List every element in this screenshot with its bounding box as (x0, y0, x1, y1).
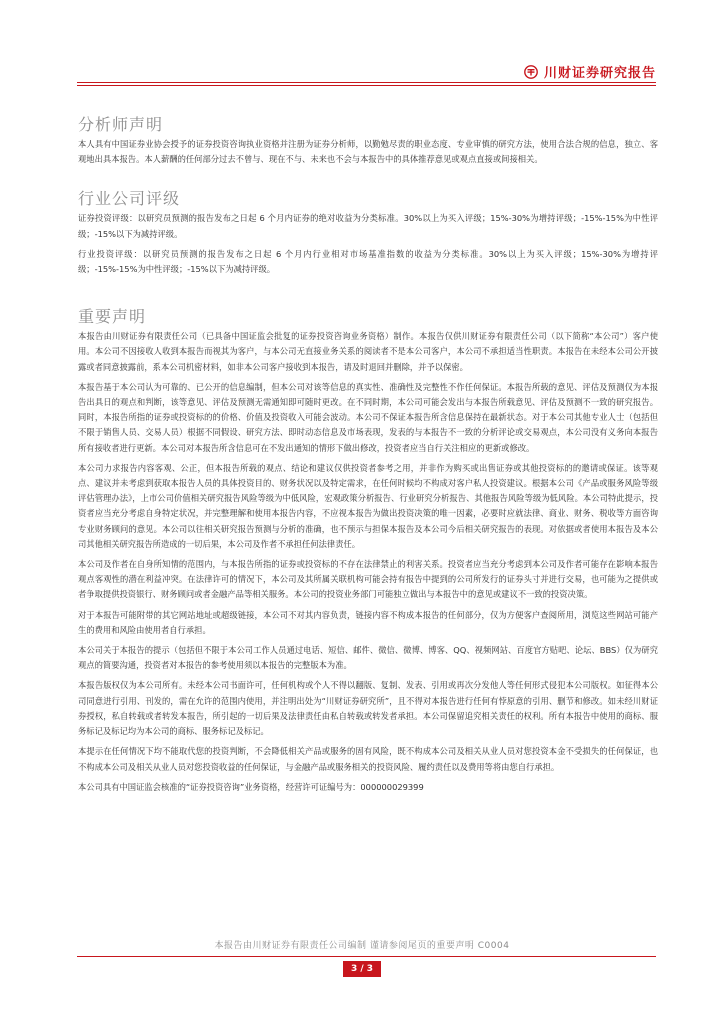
paragraph: 行业投资评级：以研究员预测的报告发布之日起 6 个月内行业相对市场基准指数的收益为分类标准。30%以上为买入评级；15%-30%为增持评级；-15%-15%为中性评级；-15%以下为减持评级。 (78, 248, 658, 275)
header-rule-thin (77, 85, 656, 86)
section-title-disclaimer: 重要声明 (78, 307, 147, 327)
footer-text: 本报告由川财证券有限责任公司编制 谨请参阅尾页的重要声明 C0004 (214, 941, 510, 951)
paragraph: 对于本报告可能附带的其它网站地址或超级链接，本公司不对其内容负责，链接内容不构成本报告的任何部分，仅为方便客户查阅所用，浏览这些网站可能产生的费用和风险由使用者自行承担。 (78, 609, 658, 635)
page-number-badge: 3 / 3 (343, 961, 381, 977)
paragraph: 本提示在任何情况下均不能取代您的投资判断，不会降低相关产品或服务的固有风险，既不构成本公司及相关从业人员对您投资本金不受损失的任何保证，也不构成本公司及相关从业人员对您投资收益的任何保证，与金融产品或服务相关的投资风险、履约责任以及费用等将由您自行承担。 (78, 746, 658, 772)
chuancai-logo-icon (524, 65, 538, 79)
paragraph: 本人具有中国证券业协会授予的证券投资咨询执业资格并注册为证券分析师，以勤勉尽责的职业态度、专业审慎的研究方法，使用合法合规的信息，独立、客观地出具本报告。本人薪酬的任何部分过去不曾与、现在不与、未来也不会与本报告中的具体推荐意见或观点直接或间接相关。 (78, 139, 658, 165)
page-header (0, 0, 724, 90)
paragraph: 本报告由川财证券有限责任公司（已具备中国证监会批复的证券投资咨询业务资格）制作。本报告仅供川财证券有限责任公司（以下简称“本公司”）客户使用。本公司不因接收人收到本报告而视其为客户，与本公司无直接业务关系的阅读者不是本公司客户，本公司不承担适当性职责。本报告在未经本公司公开披露或者同意披露前，系本公司机密材料，如非本公司客户接收到本报告，请及时退回并删除，并予以保密。 (78, 331, 658, 372)
paragraph: 本公司及作者在自身所知情的范围内，与本报告所指的证券或投资标的不存在法律禁止的利害关系。投资者应当充分考虑到本公司及作者可能存在影响本报告观点客观性的潜在利益冲突。在法律许可的情况下，本公司及其所属关联机构可能会持有报告中提到的公司所发行的证券头寸并进行交易，也可能为之提供或者争取提供投资银行、财务顾问或者金融产品等相关服务。本公司的投资业务部门可能独立做出与本报告中的意见或建议不一致的投资决策。 (78, 559, 658, 600)
section-title-rating: 行业公司评级 (78, 189, 181, 209)
paragraph: 本报告基于本公司认为可靠的、已公开的信息编制，但本公司对该等信息的真实性、准确性及完整性不作任何保证。本报告所载的意见、评估及预测仅为本报告出具日的观点和判断，该等意见、评估及预测无需通知即可随时更改。在不同时期，本公司可能会发出与本报告所载意见、评估及预测不一致的研究报告。同时，本报告所指的证券或投资标的的价格、价值及投资收入可能会波动。本公司不保证本报告所含信息保持在最新状态。对于本公司其他专业人士（包括但不限于销售人员、交易人员）根据不同假设、研究方法、即时动态信息及市场表现，发表的与本报告不一致的分析评论或交易观点，本公司没有义务向本报告所有接收者进行更新。本公司对本报告所含信息可在不发出通知的情形下做出修改，投资者应当自行关注相应的更新或修改。 (78, 381, 658, 453)
header-rule (77, 82, 656, 83)
brand (524, 62, 656, 81)
paragraph: 证券投资评级：以研究员预测的报告发布之日起 6 个月内证券的绝对收益为分类标准。30%以上为买入评级；15%-30%为增持评级；-15%-15%为中性评级；-15%以下为减持评级。 (78, 213, 658, 239)
section-title-analyst: 分析师声明 (78, 115, 164, 134)
document-body (78, 112, 658, 800)
paragraph: 本公司具有中国证监会核准的“证券投资咨询”业务资格，经营许可证编号为：000000029399 (78, 781, 424, 792)
brand-name: 川财证券研究报告 (543, 66, 656, 81)
paragraph: 本公司关于本报告的提示（包括但不限于本公司工作人员通过电话、短信、邮件、微信、微博、博客、QQ、视频网站、百度官方贴吧、论坛、BBS）仅为研究观点的简要沟通，投资者对本报告的参考使用须以本报告的完整版本为准。 (78, 645, 658, 671)
paragraph: 本公司力求报告内容客观、公正，但本报告所载的观点、结论和建议仅供投资者参考之用，并非作为购买或出售证券或其他投资标的的邀请或保证。该等观点、建议并未考虑到获取本报告人员的具体投资目的、财务状况以及特定需求，在任何时候均不构成对客户私人投资建议。根据本公司《产品或服务风险等级评估管理办法》，上市公司价值相关研究报告风险等级为中低风险，宏观政策分析报告、行业研究分析报告、其他报告风险等级为低风险。本公司特此提示，投资者应当充分考虑自身特定状况，并完整理解和使用本报告内容，不应视本报告为做出投资决策的唯一因素，必要时应就法律、商业、财务、税收等方面咨询专业财务顾问的意见。本公司以往相关研究报告预测与分析的准确，也不预示与担保本报告及本公司今后相关研究报告的表现。对依据或者使用本报告及本公司其他相关研究报告所造成的一切后果，本公司及作者不承担任何法律责任。 (78, 462, 658, 549)
paragraph: 本报告版权仅为本公司所有。未经本公司书面许可，任何机构或个人不得以翻版、复制、发表、引用或再次分发他人等任何形式侵犯本公司版权。如征得本公司同意进行引用、刊发的，需在允许的范围内使用，并注明出处为“川财证券研究所”，且不得对本报告进行任何有悖原意的引用、删节和修改。如未经川财证券授权，私自转载或者转发本报告，所引起的一切后果及法律责任由私自转载或转发者承担。本公司保留追究相关责任的权利。所有本报告中使用的商标、服务标记及标记均为本公司的商标、服务标记及标记。 (78, 680, 658, 737)
footer-rule (77, 956, 656, 957)
